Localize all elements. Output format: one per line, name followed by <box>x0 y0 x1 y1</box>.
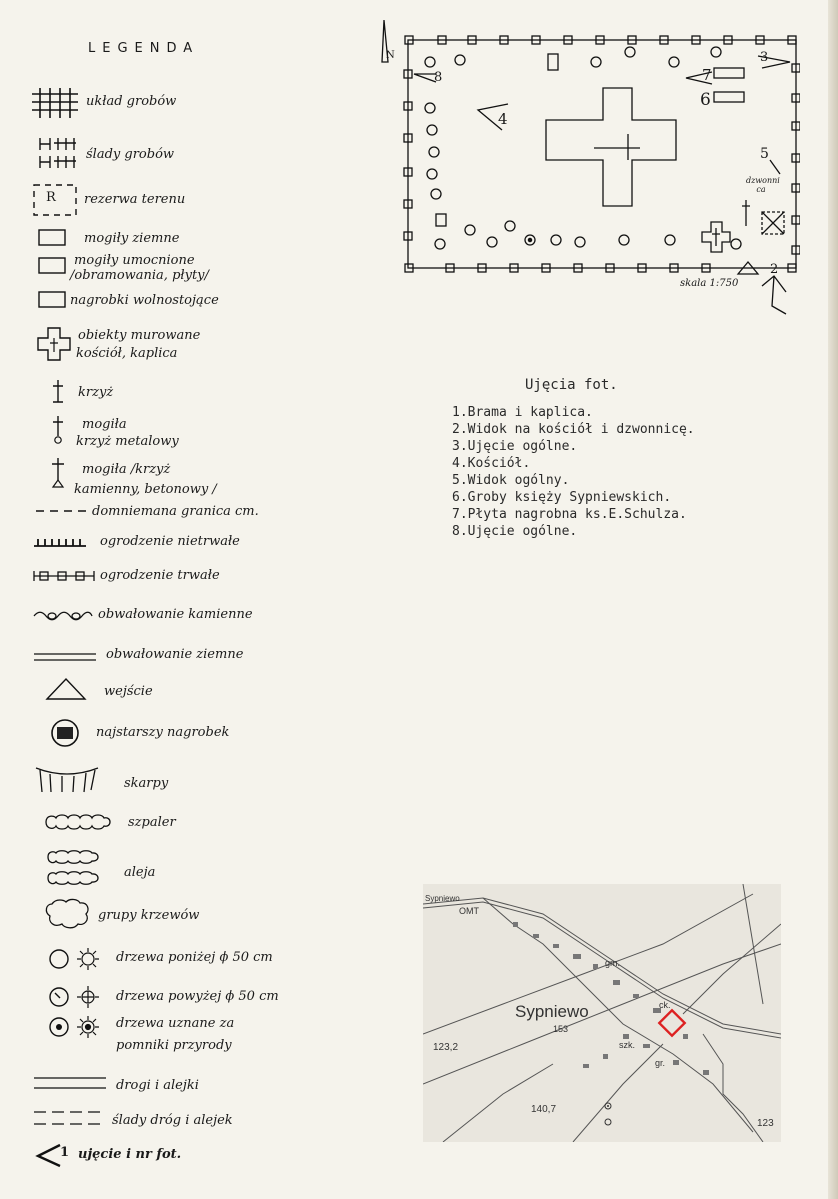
metal-cross-grave-symbol <box>50 414 66 446</box>
earth-embankment-symbol <box>32 650 98 664</box>
legend-label-grave-layout: układ grobów <box>86 94 177 109</box>
legend-label-stone-concrete: kamienny, betonowy / <box>74 482 217 497</box>
map-label-ck: ck. <box>659 1000 671 1010</box>
legend-label-permanent-fence: ogrodzenie trwałe <box>100 568 220 583</box>
map-elevation-123: 123 <box>757 1118 774 1129</box>
belfry-label: dzwonni ca <box>746 176 780 194</box>
legend-label-reserve: rezerwa terenu <box>84 192 186 207</box>
photo-marker-3: 3 <box>760 50 769 65</box>
map-label-omt: OMT <box>459 906 479 916</box>
legend-label-hedgerow: szpaler <box>128 815 176 830</box>
boundary-symbol <box>34 504 90 518</box>
legend-label-earth-graves: mogiły ziemne <box>84 231 180 246</box>
permanent-fence-symbol <box>32 568 96 584</box>
legend-label-earth-embankment: obwałowanie ziemne <box>106 647 244 662</box>
earth-grave-symbol <box>38 228 68 248</box>
hedgerow-symbol <box>42 812 114 832</box>
large-tree-symbol <box>48 984 104 1010</box>
grave-traces-symbol <box>36 134 80 172</box>
map-village-label: Sypniewo <box>515 1002 589 1021</box>
paper-edge <box>828 0 838 1199</box>
photo-list-title: Ujęcia fot. <box>525 377 618 393</box>
photo-item-2: 2.Widok na kościół i dzwonnicę. <box>452 422 695 437</box>
location-map <box>423 884 781 1142</box>
roads-symbol <box>32 1074 108 1092</box>
legend-label-tombstones: nagrobki wolnostojące <box>70 293 219 308</box>
grave-layout-symbol <box>30 86 80 120</box>
legend-label-boundary: domniemana granica cm. <box>92 504 259 519</box>
legend-label-cross: krzyż <box>78 385 114 400</box>
legend-label-monument-trees-2: pomniki przyrody <box>116 1038 232 1053</box>
plan-scale: skala 1:750 <box>680 278 739 289</box>
legend-label-grave-traces: ślady grobów <box>86 147 175 162</box>
map-label-school: szk. <box>619 1040 636 1050</box>
cross-symbol <box>50 378 66 404</box>
photo-marker-6: 6 <box>700 90 711 110</box>
photo-marker-4: 4 <box>498 110 508 128</box>
map-village-small-label: Sypniewo <box>425 894 460 903</box>
photo-item-1: 1.Brama i kaplica. <box>452 405 593 420</box>
legend-label-grave-cross: mogiła /krzyż <box>82 462 171 477</box>
stone-cross-grave-symbol <box>48 456 68 490</box>
photo-marker-5: 5 <box>760 146 769 162</box>
reserve-symbol <box>32 182 80 218</box>
map-elevation-123-2: 123,2 <box>433 1042 459 1053</box>
legend-label-grave: mogiła <box>82 417 127 432</box>
photo-marker-8: 8 <box>434 70 443 85</box>
legend-label-oldest-tombstone: najstarszy nagrobek <box>96 725 230 740</box>
legend-label-small-trees: drzewa poniżej ϕ 50 cm <box>116 950 273 965</box>
legend-label-entrance: wejście <box>104 684 153 699</box>
stone-embankment-symbol <box>32 608 94 624</box>
slopes-symbol <box>34 762 100 798</box>
freestanding-tomb-symbol <box>38 290 68 310</box>
map-elevation-140-7: 140,7 <box>531 1104 557 1115</box>
map-label-gm: gm. <box>605 958 621 968</box>
legend-label-road-traces: ślady dróg i alejek <box>112 1113 233 1128</box>
north-label: N <box>386 50 395 61</box>
entrance-symbol <box>44 676 88 702</box>
reinforced-grave-symbol <box>38 256 68 276</box>
legend-label-temporary-fence: ogrodzenie nietrwałe <box>100 534 240 549</box>
legend-label-metal-cross: krzyż metalowy <box>76 434 179 449</box>
legend-label-stone-embankment: obwałowanie kamienne <box>98 607 253 622</box>
photo-number-sample: 1 <box>60 1145 70 1160</box>
avenue-symbol <box>44 848 104 888</box>
legend-label-masonry: obiekty murowane <box>78 328 201 343</box>
legend-label-shrubs: grupy krzewów <box>98 908 200 923</box>
legend-label-roads: drogi i alejki <box>116 1078 199 1093</box>
photo-item-8: 8.Ujęcie ogólne. <box>452 524 578 539</box>
road-traces-symbol <box>32 1108 108 1130</box>
monument-tree-symbol <box>48 1014 104 1040</box>
map-label-gr: gr. <box>655 1058 666 1068</box>
legend-label-photo-view: ujęcie i nr fot. <box>78 1147 182 1162</box>
oldest-tombstone-symbol <box>50 718 80 748</box>
map-elevation-153: 153 <box>553 1024 569 1034</box>
reserve-letter: R <box>46 190 56 205</box>
photo-item-5: 5.Widok ogólny. <box>452 473 570 488</box>
photo-marker-2: 2 <box>770 262 779 277</box>
photo-item-3: 3.Ujęcie ogólne. <box>452 439 578 454</box>
photo-item-4: 4.Kościół. <box>452 456 531 471</box>
legend-label-church-chapel: kościół, kaplica <box>76 346 178 361</box>
photo-item-6: 6.Groby księży Sypniewskich. <box>452 490 672 505</box>
legend-label-large-trees: drzewa powyżej ϕ 50 cm <box>116 989 279 1004</box>
legend-title: LEGENDA <box>88 41 200 56</box>
church-symbol <box>36 326 72 362</box>
legend-label-avenue: aleja <box>124 865 156 880</box>
shrub-group-symbol <box>44 896 94 932</box>
legend-label-reinforced-graves-2: /obramowania, płyty/ <box>70 268 209 283</box>
small-tree-symbol <box>48 946 104 972</box>
photo-item-7: 7.Płyta nagrobna ks.E.Schulza. <box>452 507 687 522</box>
legend-label-monument-trees: drzewa uznane za <box>116 1016 235 1031</box>
legend-label-slopes: skarpy <box>124 776 169 791</box>
photo-marker-7: 7 <box>702 66 712 84</box>
temporary-fence-symbol <box>32 534 88 550</box>
legend-label-reinforced-graves: mogiły umocnione <box>74 253 195 268</box>
location-map-lines <box>423 884 781 1142</box>
